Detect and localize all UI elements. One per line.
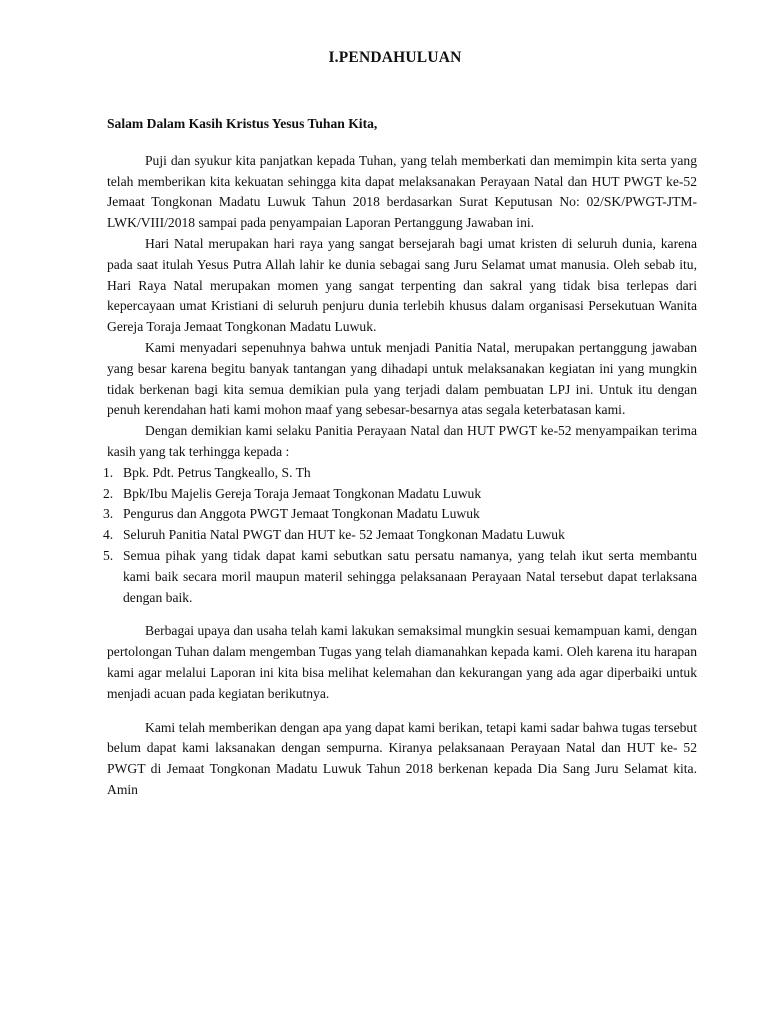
list-item-text: Bpk/Ibu Majelis Gereja Toraja Jemaat Tongkonan Madatu Luwuk (123, 485, 482, 501)
paragraph-thanks: Dengan demikian kami selaku Panitia Perayaan Natal dan HUT PWGT ke-52 menyampaikan terima kasih yang tak terhingga kepada : (107, 423, 697, 459)
page-title: I.PENDAHULUAN (328, 49, 462, 66)
paragraph-efforts: Berbagai upaya dan usaha telah kami lakukan semaksimal mungkin sesuai kemampuan kami, dengan pertolongan Tuhan dalam mengemban Tugas yang telah diamanahkan kepada kami. Oleh karena itu harapan kami agar melalui Laporan ini kita bisa melihat kelemahan dan kekurangan yang ada agar diperbaiki untuk menjadi acuan pada kegiatan berikutnya. (107, 623, 697, 701)
list-item-number: 5. (103, 547, 114, 563)
paragraph-closing: Kami telah memberikan dengan apa yang dapat kami berikan, tetapi kami sadar bahwa tugas tersebut belum dapat kami laksanakan dengan sempurna. Kiranya pelaksanaan Perayaan Natal dan HUT ke- 52 PWGT di Jemaat Tongkonan Madatu Luwuk Tahun 2018 berkenan kepada Dia Sang Juru Selamat kita. Amin (107, 719, 697, 797)
list-item (103, 484, 697, 505)
paragraph-committee: Kami menyadari sepenuhnya bahwa untuk menjadi Panitia Natal, merupakan pertanggung jawaban yang besar karena begitu banyak tantangan yang dihadapi untuk melaksanakan kegiatan ini yang mungkin tidak berkenan bagi kita semua demikian pula yang terjadi dalam pembuatan LPJ ini. Untuk itu dengan penuh kerendahan hati kami mohon maaf yang sebesar-besarnya atas segala keterbatasan kami. (107, 339, 697, 418)
thanks-list (103, 463, 697, 609)
list-item (103, 525, 697, 546)
list-item-number: 3. (103, 506, 114, 522)
list-item-text: Semua pihak yang tidak dapat kami sebutkan satu persatu namanya, yang telah ikut serta membantu kami baik secara moril maupun materil sehingga pelaksanaan Perayaan Natal tersebut dapat terlaksana dengan baik. (123, 547, 697, 605)
salutation: Salam Dalam Kasih Kristus Yesus Tuhan Kita, (107, 116, 378, 131)
paragraph-intro: Puji dan syukur kita panjatkan kepada Tuhan, yang telah memberkati dan memimpin kita serta yang telah memberikan kita kekuatan sehingga kita dapat melaksanakan Perayaan Natal dan HUT PWGT ke-52 Jemaat Tongkonan Madatu Luwuk Tahun 2018 berdasarkan Surat Keputusan No: 02/SK/PWGT-JTM-LWK/VIII/2018 sampai pada penyampaian Laporan Pertanggung Jawaban ini. (107, 152, 697, 231)
list-item-number: 2. (103, 485, 114, 501)
list-item-number: 4. (103, 527, 114, 543)
list-item-text: Bpk. Pdt. Petrus Tangkeallo, S. Th (123, 464, 311, 480)
document-body (103, 114, 697, 801)
list-item (103, 504, 697, 525)
list-item-number: 1. (103, 464, 114, 480)
list-item (103, 463, 697, 484)
list-item-text: Pengurus dan Anggota PWGT Jemaat Tongkonan Madatu Luwuk (123, 506, 480, 522)
paragraph-christmas: Hari Natal merupakan hari raya yang sangat bersejarah bagi umat kristen di seluruh dunia, karena pada saat itulah Yesus Putra Allah lahir ke dunia sebagai sang Juru Selamat umat manusia. Oleh sebab itu, Hari Raya Natal merupakan momen yang sangat terpenting dan sakral yang tidak bisa terlepas dari kepercayaan umat Kristiani di seluruh penjuru dunia terlebih khusus dalam organisasi Persekutuan Wanita Gereja Toraja Jemaat Tongkonan Madatu Luwuk. (107, 235, 697, 335)
list-item-text: Seluruh Panitia Natal PWGT dan HUT ke- 52 Jemaat Tongkonan Madatu Luwuk (123, 527, 565, 543)
list-item (103, 546, 697, 608)
